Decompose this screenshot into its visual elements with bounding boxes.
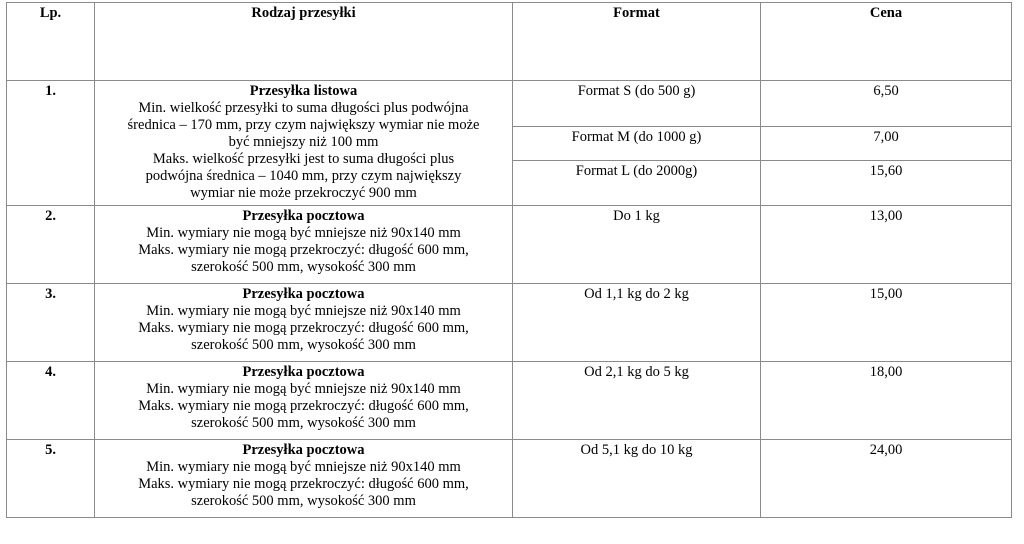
table-row <box>7 362 1012 440</box>
row-desc-line: Min. wymiary nie mogą być mniejsze niż 90x140 mm <box>146 459 461 475</box>
row-desc-line: Maks. wymiary nie mogą przekroczyć: długość 600 mm, <box>138 320 469 336</box>
row-title: Przesyłka pocztowa <box>242 208 365 224</box>
row-description <box>95 284 513 362</box>
row-price: 7,00 <box>761 127 1012 161</box>
header-type: Rodzaj przesyłki <box>95 3 513 81</box>
row-number: 2. <box>7 206 95 284</box>
table-row <box>7 440 1012 518</box>
row-format: Od 5,1 kg do 10 kg <box>513 440 761 518</box>
row-description <box>95 81 513 206</box>
row-desc-line: szerokość 500 mm, wysokość 300 mm <box>191 337 416 353</box>
row-desc-line: szerokość 500 mm, wysokość 300 mm <box>191 493 416 509</box>
row-number: 5. <box>7 440 95 518</box>
header-format: Format <box>513 3 761 81</box>
row-desc-line: szerokość 500 mm, wysokość 300 mm <box>191 259 416 275</box>
row-desc-line: Min. wymiary nie mogą być mniejsze niż 90x140 mm <box>146 303 461 319</box>
row-description <box>95 206 513 284</box>
row-format: Format S (do 500 g) <box>513 81 761 127</box>
row-desc-line: Min. wymiary nie mogą być mniejsze niż 90x140 mm <box>146 225 461 241</box>
row-price: 6,50 <box>761 81 1012 127</box>
row-desc-line: Maks. wielkość przesyłki jest to suma długości plus <box>152 151 455 167</box>
row-number: 4. <box>7 362 95 440</box>
row-desc-line: być mniejszy niż 100 mm <box>228 134 379 150</box>
header-lp: Lp. <box>7 3 95 81</box>
table-row <box>7 206 1012 284</box>
row-desc-line: Maks. wymiary nie mogą przekroczyć: długość 600 mm, <box>138 398 469 414</box>
row-format: Do 1 kg <box>513 206 761 284</box>
row-price: 24,00 <box>761 440 1012 518</box>
row-format: Format L (do 2000g) <box>513 161 761 206</box>
row-desc-line: podwójna średnica – 1040 mm, przy czym największy <box>145 168 462 184</box>
row-desc-line: średnica – 170 mm, przy czym największy wymiar nie może <box>127 117 480 133</box>
table-row <box>7 81 1012 127</box>
header-price: Cena <box>761 3 1012 81</box>
row-title: Przesyłka pocztowa <box>242 364 365 380</box>
row-format: Format M (do 1000 g) <box>513 127 761 161</box>
row-price: 18,00 <box>761 362 1012 440</box>
row-desc-line: szerokość 500 mm, wysokość 300 mm <box>191 415 416 431</box>
row-number: 1. <box>7 81 95 206</box>
row-title: Przesyłka listowa <box>249 83 358 99</box>
row-desc-line: Min. wielkość przesyłki to suma długości plus podwójna <box>138 100 469 116</box>
row-desc-line: Maks. wymiary nie mogą przekroczyć: długość 600 mm, <box>138 476 469 492</box>
row-price: 13,00 <box>761 206 1012 284</box>
row-desc-line: Min. wymiary nie mogą być mniejsze niż 90x140 mm <box>146 381 461 397</box>
row-format: Od 2,1 kg do 5 kg <box>513 362 761 440</box>
row-format: Od 1,1 kg do 2 kg <box>513 284 761 362</box>
row-number: 3. <box>7 284 95 362</box>
row-title: Przesyłka pocztowa <box>242 442 365 458</box>
row-desc-line: wymiar nie może przekroczyć 900 mm <box>190 185 417 201</box>
row-description <box>95 440 513 518</box>
table-row <box>7 284 1012 362</box>
row-desc-line: Maks. wymiary nie mogą przekroczyć: długość 600 mm, <box>138 242 469 258</box>
row-description <box>95 362 513 440</box>
row-price: 15,60 <box>761 161 1012 206</box>
row-title: Przesyłka pocztowa <box>242 286 365 302</box>
price-table <box>6 2 1012 518</box>
header-row <box>7 3 1012 81</box>
row-price: 15,00 <box>761 284 1012 362</box>
